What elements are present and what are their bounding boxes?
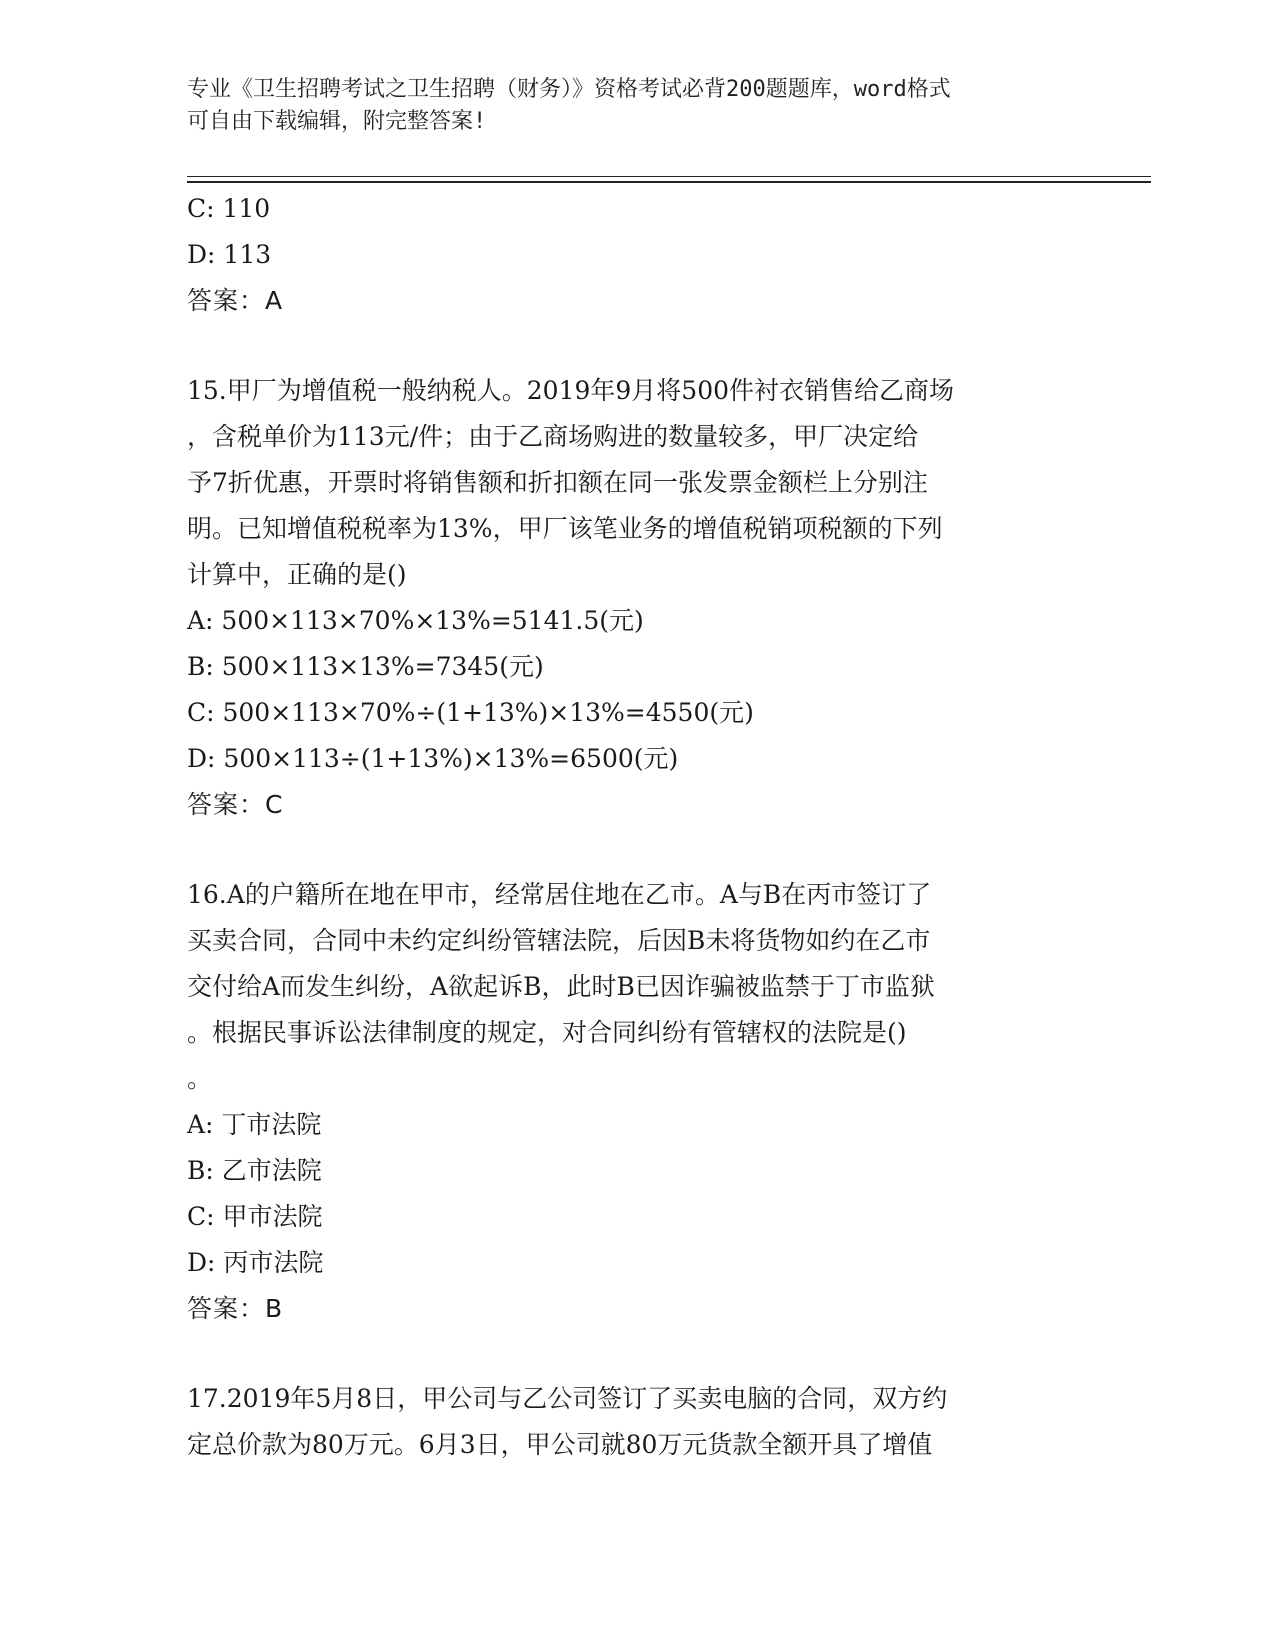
option-a: A: 500×113×70%×13%=5141.5(元) <box>187 606 644 635</box>
question-15 <box>187 368 1087 828</box>
answer-line: 答案：C <box>187 790 284 819</box>
option-b: B: 500×113×13%=7345(元) <box>187 652 544 681</box>
question-stem-line: 定总价款为80万元。6月3日，甲公司就80万元货款全额开具了增值 <box>187 1430 933 1459</box>
spacer <box>187 324 1087 368</box>
question-stem-line: 16.A的户籍所在地在甲市，经常居住地在乙市。A与B在丙市签订了 <box>187 880 932 909</box>
document-body <box>187 186 1087 1468</box>
option-d: D: 113 <box>187 240 272 269</box>
option-d: D: 500×113÷(1+13%)×13%=6500(元) <box>187 744 679 773</box>
option-a: A: 丁市法院 <box>187 1110 322 1139</box>
spacer <box>187 1332 1087 1376</box>
answer-line: 答案：A <box>187 286 284 315</box>
header-line-1: 专业《卫生招聘考试之卫生招聘（财务）》资格考试必背200题题库，word格式 <box>187 77 951 102</box>
question-stem-line: 交付给A而发生纠纷，A欲起诉B，此时B已因诈骗被监禁于丁市监狱 <box>187 972 935 1001</box>
option-b: B: 乙市法院 <box>187 1156 322 1185</box>
question-17 <box>187 1376 1087 1468</box>
question-stem-line: 。根据民事诉讼法律制度的规定，对合同纠纷有管辖权的法院是() <box>187 1018 907 1047</box>
option-c: C: 110 <box>187 194 271 223</box>
spacer <box>187 828 1087 872</box>
question-stem-line: 计算中，正确的是() <box>187 560 407 589</box>
header-divider-thick <box>187 181 1151 183</box>
question-stem-line: 明。已知增值税税率为13%，甲厂该笔业务的增值税销项税额的下列 <box>187 514 943 543</box>
header-divider-thin <box>187 176 1151 177</box>
question-stem-line: 买卖合同，合同中未约定纠纷管辖法院，后因B未将货物如约在乙市 <box>187 926 931 955</box>
question-16 <box>187 872 1087 1332</box>
question-stem-line: ，含税单价为113元/件；由于乙商场购进的数量较多，甲厂决定给 <box>187 422 919 451</box>
option-c: C: 500×113×70%÷(1+13%)×13%=4550(元) <box>187 698 754 727</box>
question-stem-line: 予7折优惠，开票时将销售额和折扣额在同一张发票金额栏上分别注 <box>187 468 928 497</box>
question-stem-line: 17.2019年5月8日，甲公司与乙公司签订了买卖电脑的合同，双方约 <box>187 1384 948 1413</box>
option-c: C: 甲市法院 <box>187 1202 323 1231</box>
document-header <box>187 74 1087 138</box>
question-14-tail <box>187 186 1087 324</box>
question-stem-line: 。 <box>187 1064 213 1093</box>
header-line-2: 可自由下载编辑，附完整答案! <box>187 109 487 134</box>
option-d: D: 丙市法院 <box>187 1248 324 1277</box>
answer-line: 答案：B <box>187 1294 284 1323</box>
question-stem-line: 15.甲厂为增值税一般纳税人。2019年9月将500件衬衣销售给乙商场 <box>187 376 955 405</box>
